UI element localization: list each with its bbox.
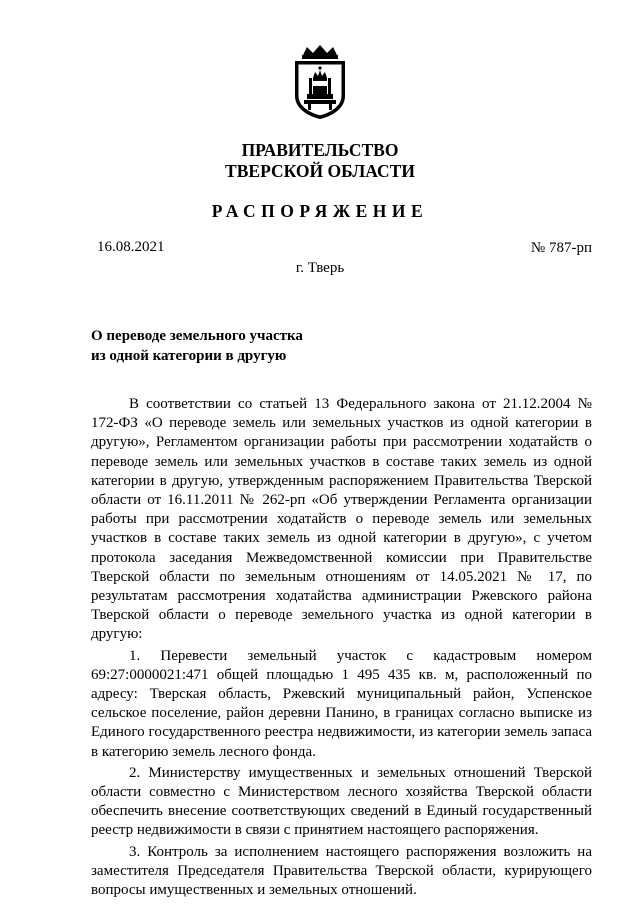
document-body xyxy=(91,395,592,902)
government-name-line2: ТВЕРСКОЙ ОБЛАСТИ xyxy=(225,161,415,181)
tver-coat-of-arms-icon xyxy=(289,44,351,120)
document-subject xyxy=(91,326,303,366)
clause-3-paragraph: 3. Контроль за исполнением настоящего распоряжения возложить на заместителя Председателя Правительства Тверской области, курирующего вопросы имущественных и земельных отношений. xyxy=(91,843,592,899)
document-type-title: РАСПОРЯЖЕНИЕ xyxy=(211,201,429,221)
clause-2-paragraph: 2. Министерству имущественных и земельных отношений Тверской области совместно с Министерством лесного хозяйства Тверской области обеспечить внесение соответствующих сведений в Единый государственный реестр недвижимости в связи с принятием настоящего распоряжения. xyxy=(91,764,592,839)
preamble-paragraph: В соответствии со статьей 13 Федерального закона от 21.12.2004 № 172-ФЗ «О переводе земель или земельных участков из одной категории в другую», Регламентом организации работы при рассмотрении ходатайств о переводе земель или земельных участков в составе таких земель из одной категории в другую, утвержденным распоряжением Правительства Тверской области от 16.11.2011 № 262-рп «Об утверждении Регламента организации работы при рассмотрении ходатайств о переводе земель или земельных участков в составе таких земель из одной категории в другую», с учетом протокола заседания Межведомственной комиссии при Правительстве Тверской области по земельным отношениям от 14.05.2021 № 17, по результатам рассмотрения ходатайства администрации Ржевского района Тверской области о переводе земельного участка из одной категории в другую: xyxy=(91,396,592,643)
subject-line1: О переводе земельного участка xyxy=(91,328,303,344)
government-name-line1: ПРАВИТЕЛЬСТВО xyxy=(241,140,399,160)
document-number: № 787-рп xyxy=(530,240,592,256)
document-date: 16.08.2021 xyxy=(97,239,165,255)
subject-line2: из одной категории в другую xyxy=(91,348,287,364)
document-city: г. Тверь xyxy=(295,260,345,276)
clause-1-paragraph: 1. Перевести земельный участок с кадастровым номером 69:27:0000021:471 общей площадью 1 495 435 кв. м, расположенный по адресу: Тверская область, Ржевский муниципальный район, Успенское сельское поселение, район деревни Панино, в границах согласно выписке из Единого государственного реестра недвижимости, из категории земель запаса в категорию земель лесного фонда. xyxy=(91,647,592,760)
